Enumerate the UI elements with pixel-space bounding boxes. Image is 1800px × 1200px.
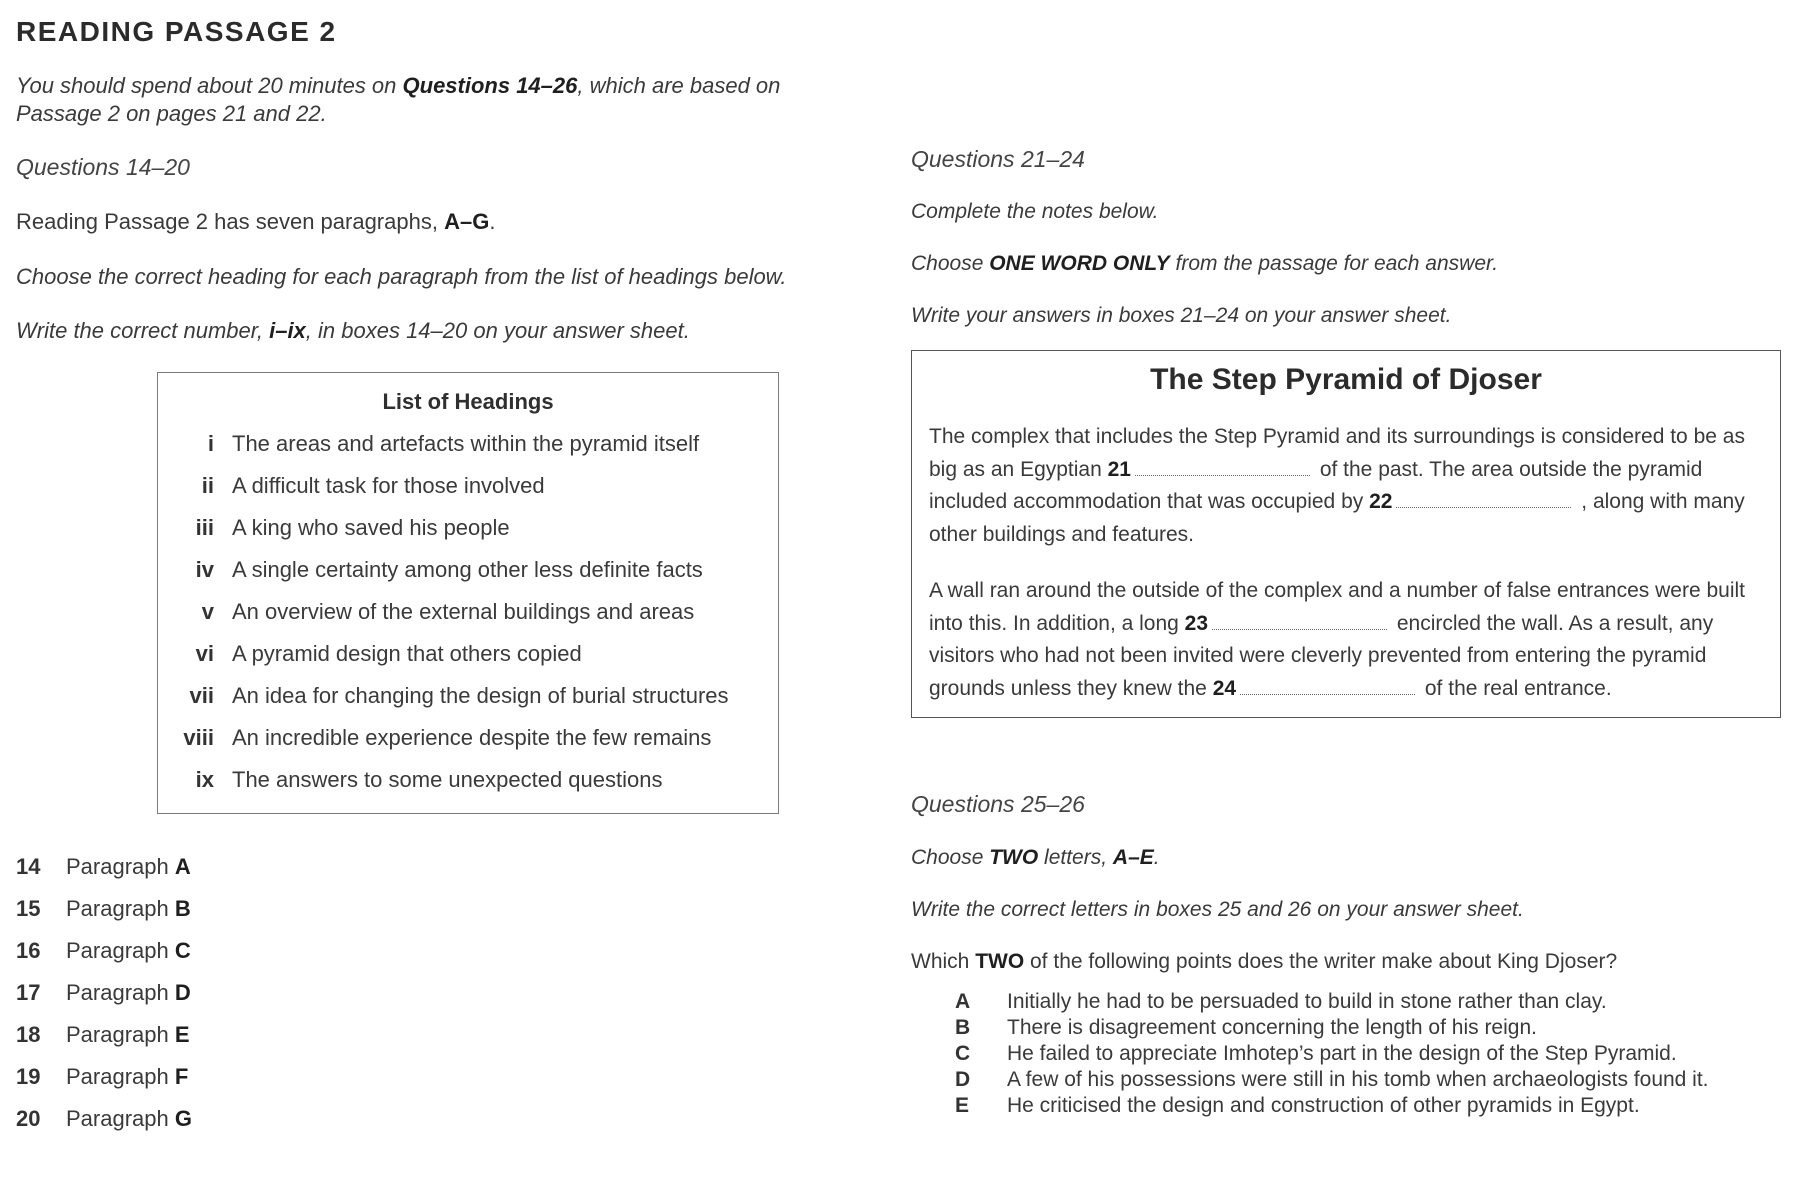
list-of-headings-box [157,372,779,814]
heading-item [158,599,778,631]
heading-text: An incredible experience despite the few remains [232,725,712,750]
instruction-write-answers: Write your answers in boxes 21–24 on your answer sheet. [911,304,1452,327]
question-number: 19 [16,1064,41,1089]
gap-number-24: 24 [1212,676,1237,700]
option-text: A few of his possessions were still in his tomb when archaeologists found it. [1007,1068,1709,1091]
heading-number: iv [195,557,214,582]
heading-text: A single certainty among other less definite facts [232,557,703,582]
heading-number: vii [189,683,214,708]
question-number: 16 [16,938,41,963]
heading-number: v [201,599,214,624]
answer-gap-21 [1135,475,1310,476]
notes-paragraph-1: The complex that includes the Step Pyramid and its surroundings is considered to be as big as an Egyptian 21 of the past. The area outside the pyramid included accommodation that was occupied by 22 , along with many other buildings and features. [929,425,1745,546]
heading-number: i [207,431,214,456]
instruction-paragraph-count: Reading Passage 2 has seven paragraphs, A–G. [16,209,496,234]
notes-box [911,350,1781,718]
question-number: 18 [16,1022,41,1047]
heading-text: A pyramid design that others copied [232,641,582,666]
option-text: Initially he had to be persuaded to build in stone rather than clay. [1007,990,1607,1013]
heading-text: An overview of the external buildings and areas [232,599,695,624]
headings-title: List of Headings [382,389,554,414]
heading-text: A difficult task for those involved [232,473,545,498]
instruction-choose-two: Choose TWO letters, A–E. [911,846,1160,869]
gap-number-23: 23 [1184,611,1209,635]
heading-text: The areas and artefacts within the pyramid itself [232,431,700,456]
option-text: He failed to appreciate Imhotep’s part in the design of the Step Pyramid. [1007,1042,1677,1065]
paragraph-label: Paragraph A [66,854,191,879]
answer-gap-23 [1212,629,1387,630]
question-prompt: Which TWO of the following points does the writer make about King Djoser? [911,950,1618,973]
passage-title: READING PASSAGE 2 [16,16,337,47]
paragraph-label: Paragraph B [66,896,191,921]
heading-item [158,725,778,757]
option-letter: B [955,1016,971,1039]
instruction-write-letters: Write the correct letters in boxes 25 and 26 on your answer sheet. [911,898,1524,921]
notes-title: The Step Pyramid of Djoser [1150,363,1542,396]
heading-item [158,641,778,673]
questions-14-20-heading: Questions 14–20 [16,154,190,180]
heading-number: ix [195,767,214,792]
instruction-one-word: Choose ONE WORD ONLY from the passage for each answer. [911,252,1499,275]
heading-text: A king who saved his people [232,515,510,540]
instruction-complete-notes: Complete the notes below. [911,200,1159,223]
heading-number: iii [195,515,214,540]
question-number: 17 [16,980,41,1005]
option-letter: D [955,1068,971,1091]
option-text: There is disagreement concerning the length of his reign. [1007,1016,1537,1039]
paragraph-label: Paragraph G [66,1106,192,1131]
instruction-choose-heading: Choose the correct heading for each paragraph from the list of headings below. [16,264,787,289]
paragraph-label: Paragraph E [66,1022,190,1047]
questions-25-26-heading: Questions 25–26 [911,791,1085,817]
gap-number-22: 22 [1369,490,1393,513]
question-number: 15 [16,896,41,921]
answer-gap-22 [1396,507,1571,508]
notes-paragraph-2: A wall ran around the outside of the complex and a number of false entrances were built into this. In addition, a long 23 encircled the wall. As a result, any visitors who had not been invited were cleverly prevented from entering the pyramid grounds unless they knew the 24 of the real entrance. [929,579,1745,700]
paragraph-label: Paragraph C [66,938,191,963]
heading-item [158,767,778,799]
intro-text: You should spend about 20 minutes on Questions 14–26, which are based on Passage 2 on pages 21 and 22. [16,73,781,126]
heading-item [158,431,778,463]
answer-gap-24 [1240,694,1415,695]
heading-number: vi [195,641,214,666]
option-letter: E [955,1094,970,1117]
instruction-write-number: Write the correct number, i–ix, in boxes 14–20 on your answer sheet. [16,318,690,343]
paragraph-label: Paragraph D [66,980,191,1005]
option-letter: A [955,990,971,1013]
heading-number: ii [201,473,214,498]
heading-item [158,515,778,547]
heading-item [158,473,778,505]
heading-number: viii [183,725,214,750]
heading-text: An idea for changing the design of burial structures [232,683,729,708]
paragraph-label: Paragraph F [66,1064,189,1089]
heading-item [158,683,778,715]
questions-21-24-heading: Questions 21–24 [911,146,1085,172]
heading-item [158,557,778,589]
option-text: He criticised the design and construction of other pyramids in Egypt. [1007,1094,1640,1117]
heading-text: The answers to some unexpected questions [232,767,663,792]
gap-number-21: 21 [1107,457,1131,481]
option-letter: C [955,1042,971,1065]
question-number: 20 [16,1106,41,1131]
question-number: 14 [16,854,41,879]
